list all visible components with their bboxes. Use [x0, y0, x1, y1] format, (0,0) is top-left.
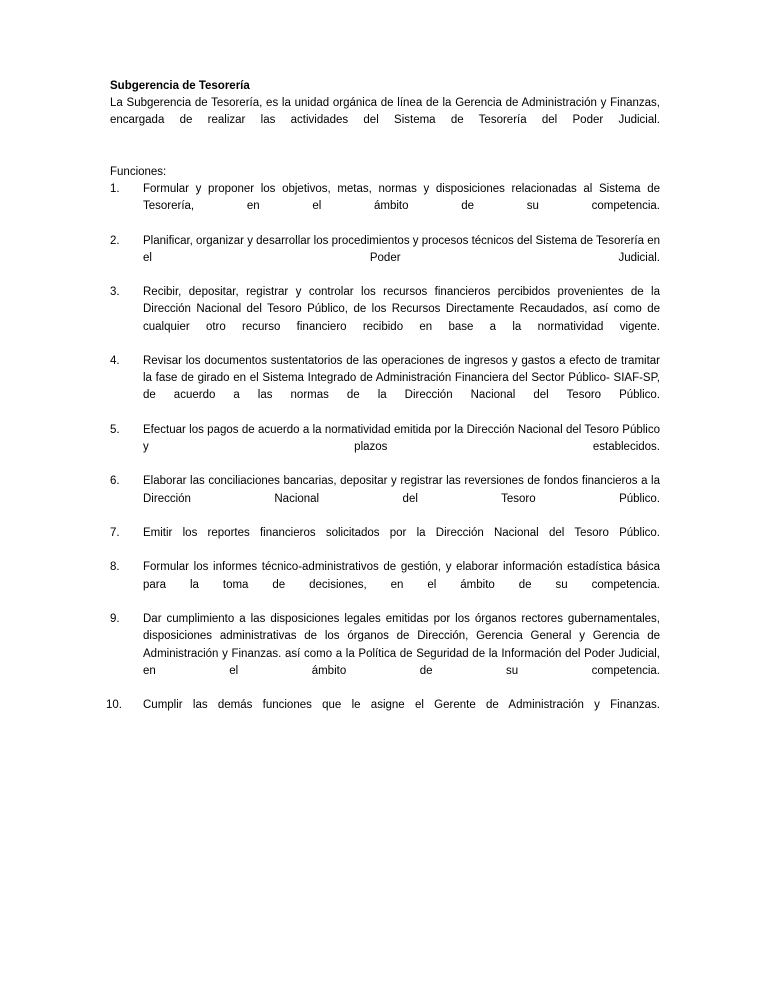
page-title: Subgerencia de Tesorería — [110, 80, 250, 92]
list-item-text: Efectuar los pagos de acuerdo a la normatividad emitida por la Dirección Nacional del Tesoro Público y plazos establecidos. — [143, 423, 660, 454]
functions-label: Funciones: — [110, 165, 167, 178]
list-item — [110, 611, 660, 697]
list-item-text: Revisar los documentos sustentatorios de las operaciones de ingresos y gastos a efecto de tramitar la fase de girado en el Sistema Integrado de Administración Financiera del Sector Público- SIAF-SP, de acuerdo a las normas de la Dirección Nacional del Tesoro Público. — [143, 355, 660, 402]
list-item — [110, 525, 660, 559]
list-item — [106, 697, 660, 731]
list-item-number: 3. — [110, 286, 120, 299]
functions-list — [106, 181, 660, 732]
list-item-number: 6. — [110, 475, 120, 488]
intro-paragraph: La Subgerencia de Tesorería, es la unidad orgánica de línea de la Gerencia de Administración y Finanzas, encargada de realizar las actividades del Sistema de Tesorería del Poder Judicial. — [110, 97, 660, 127]
list-item-number: 8. — [110, 561, 120, 574]
list-item-text: Emitir los reportes financieros solicitados por la Dirección Nacional del Tesoro Público. — [143, 527, 660, 540]
list-item-text: Formular y proponer los objetivos, metas, normas y disposiciones relacionadas al Sistema de Tesorería, en el ámbito de su competencia. — [143, 183, 660, 213]
list-item-text: Elaborar las conciliaciones bancarias, depositar y registrar las reversiones de fondos financieros a la Dirección Nacional del Tesoro Público. — [143, 475, 660, 505]
list-item-text: Formular los informes técnico-administrativos de gestión, y elaborar información estadística básica para la toma de decisiones, en el ámbito de su competencia. — [143, 561, 660, 591]
list-item — [110, 353, 660, 422]
list-item-number: 9. — [110, 613, 120, 626]
document-content — [106, 78, 660, 732]
list-item-number: 1. — [110, 183, 120, 196]
list-item-text: Dar cumplimiento a las disposiciones legales emitidas por los órganos rectores gubernamentales, disposiciones administrativas de los órganos de Dirección, Gerencia General y Gerencia de Administración y Finanzas. así como a la Política de Seguridad de la Información del Poder Judicial, en el ámbito de su competencia. — [143, 613, 660, 677]
list-item — [110, 473, 660, 525]
list-item-number: 4. — [110, 355, 120, 368]
list-item — [110, 422, 660, 474]
list-item — [110, 181, 660, 233]
list-item — [110, 559, 660, 611]
list-item — [110, 284, 660, 353]
list-item-number: 2. — [110, 234, 120, 247]
list-item-number: 5. — [110, 423, 120, 436]
list-item-number: 7. — [110, 527, 120, 540]
list-item-text: Cumplir las demás funciones que le asigne el Gerente de Administración y Finanzas. — [143, 699, 660, 712]
list-item — [110, 233, 660, 285]
list-item-text: Recibir, depositar, registrar y controlar los recursos financieros percibidos provenientes de la Dirección Nacional del Tesoro Público, de los Recursos Directamente Recaudados, así como de cualquier otro recurso financiero recibido en base a la normatividad vigente. — [143, 286, 660, 333]
list-item-text: Planificar, organizar y desarrollar los procedimientos y procesos técnicos del Sistema de Tesorería en el Poder Judicial. — [143, 234, 660, 264]
list-item-number: 10. — [106, 699, 122, 712]
